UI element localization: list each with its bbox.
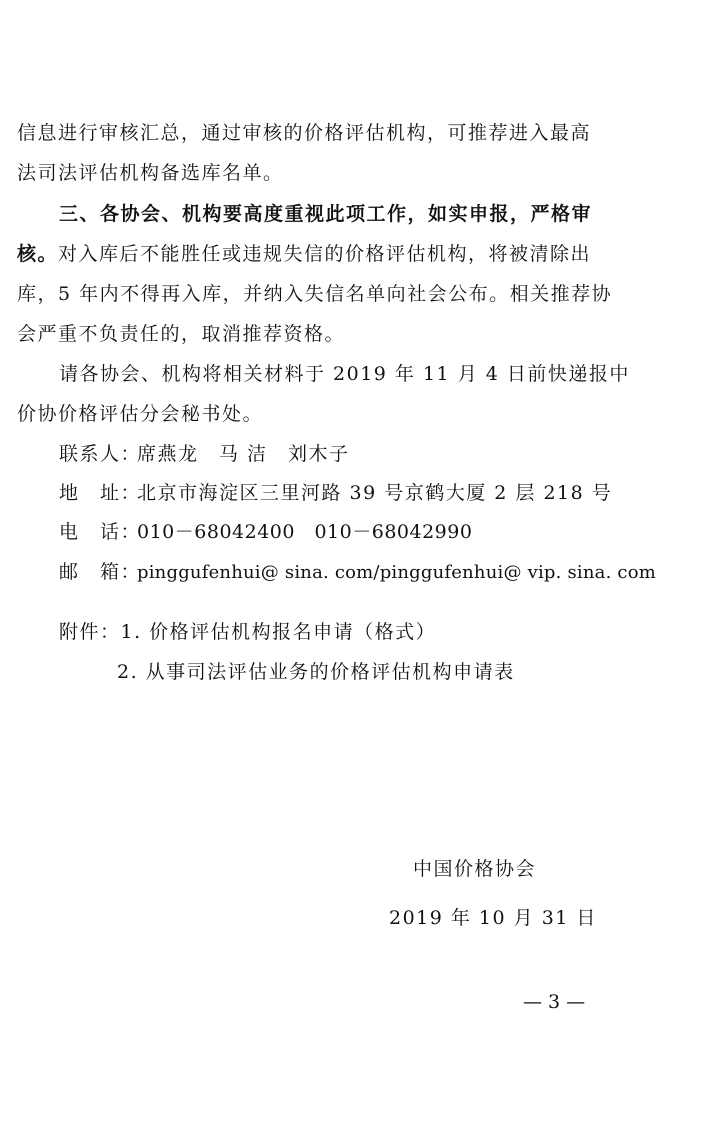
body-text-line: 请各协会、机构将相关材料于 2019 年 11 月 4 日前快递报中 <box>59 363 630 385</box>
address-value: 北京市海淀区三里河路 39 号京鹤大厦 2 层 218 号 <box>137 482 613 504</box>
email-value: pinggufenhui@ sina. com/pinggufenhui@ vip. sina. com <box>137 562 657 583</box>
body-text-line: 法司法评估机构备选库名单。 <box>17 162 284 184</box>
body-text-line: 会严重不负责任的，取消推荐资格。 <box>17 323 346 345</box>
signature-organization: 中国价格协会 <box>413 858 537 880</box>
attachment-row-1 <box>59 620 436 644</box>
body-text-line: 价协价格评估分会秘书处。 <box>17 403 264 425</box>
contact-person-value: 席燕龙 马 洁 刘木子 <box>137 443 350 465</box>
phone-label: 电 话： <box>59 521 142 543</box>
attachment-label: 附件： <box>59 621 121 643</box>
signature-date: 2019 年 10 月 31 日 <box>389 907 597 929</box>
phone-row <box>59 520 472 544</box>
phone-value: 010－68042400 010－68042990 <box>137 521 473 543</box>
attachment-item-1: 1. 价格评估机构报名申请（格式） <box>120 621 437 643</box>
body-text-span: 对入库后不能胜任或违规失信的价格评估机构，将被清除出 <box>58 243 592 265</box>
email-row <box>59 560 656 585</box>
body-text-line: 信息进行审核汇总，通过审核的价格评估机构，可推荐进入最高 <box>17 122 592 144</box>
contact-person-row <box>59 442 350 466</box>
attachment-item-2: 2. 从事司法评估业务的价格评估机构申请表 <box>117 661 515 683</box>
body-text-line: 库，5 年内不得再入库，并纳入失信名单向社会公布。相关推荐协 <box>17 283 613 305</box>
body-text-line <box>17 242 591 266</box>
address-label: 地 址： <box>59 482 142 504</box>
address-row <box>59 481 612 505</box>
section-heading-three-continued: 核。 <box>17 243 59 265</box>
contact-person-label: 联系人： <box>59 443 142 465</box>
section-heading-three: 三、各协会、机构要高度重视此项工作，如实申报，严格审 <box>59 203 593 225</box>
email-label: 邮 箱： <box>59 561 142 583</box>
page-number: — 3 — <box>523 991 586 1013</box>
